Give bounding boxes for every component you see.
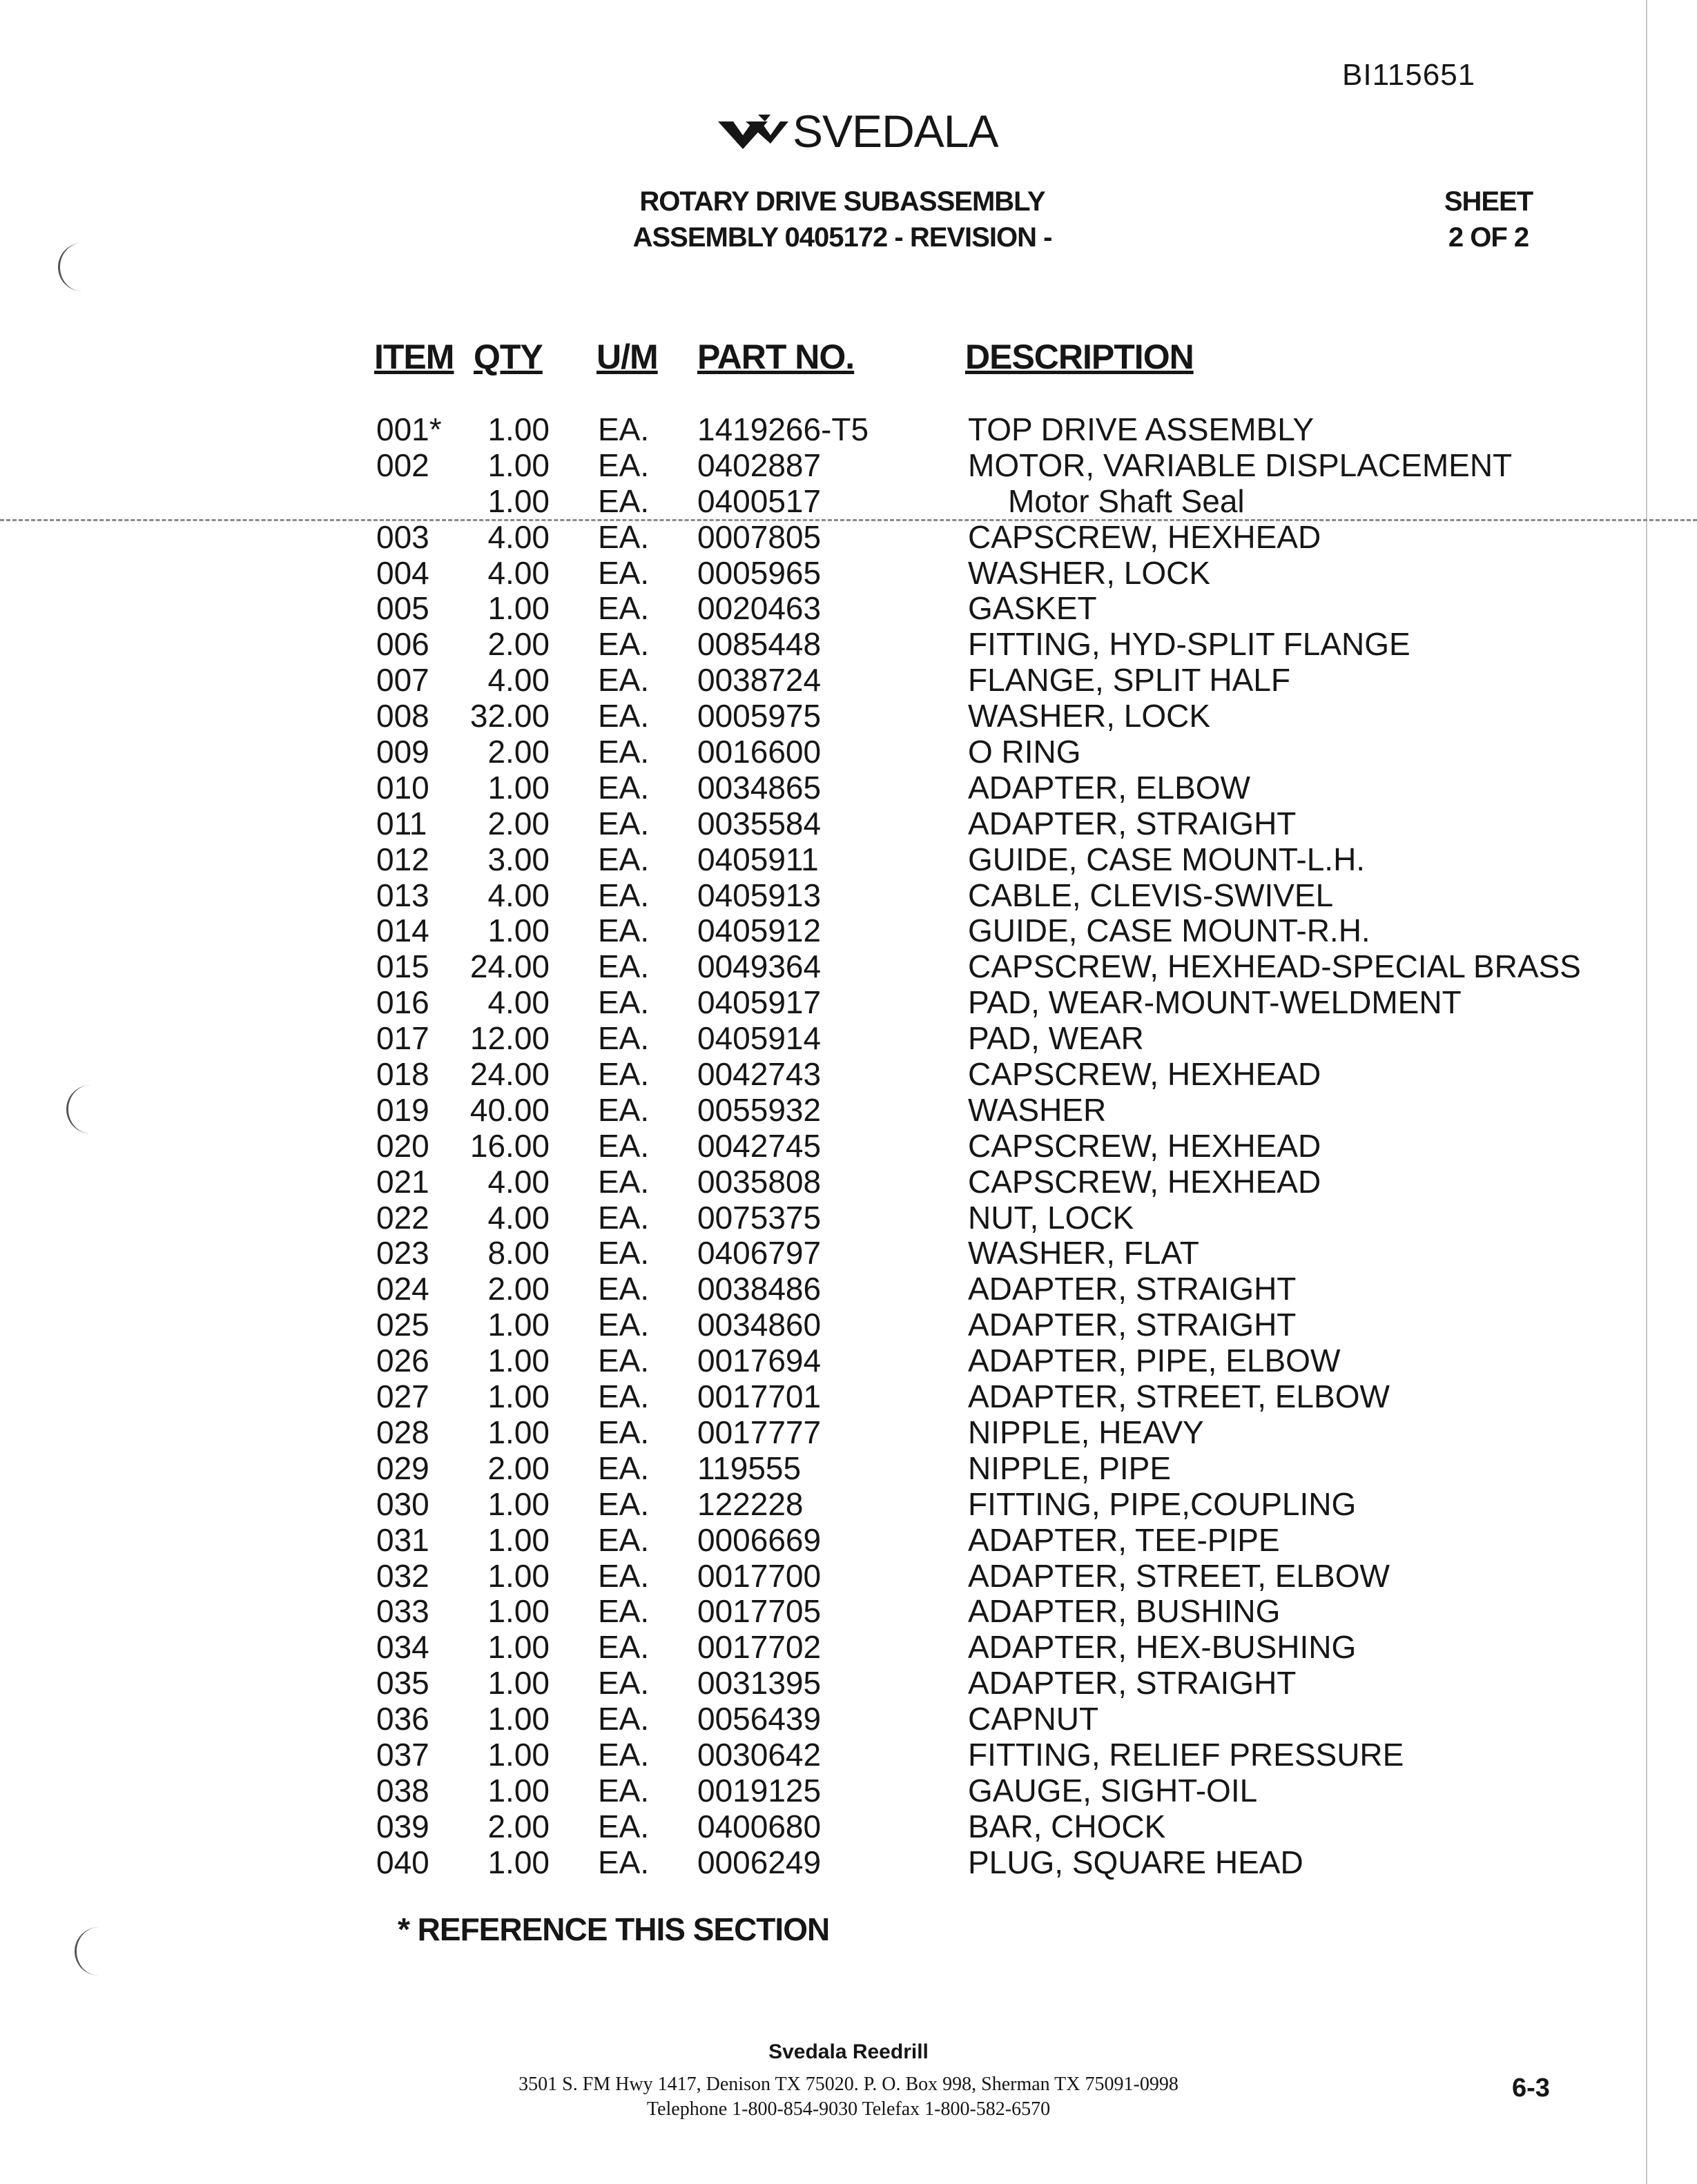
description: O RING xyxy=(968,734,1081,770)
quantity: 1.00 xyxy=(487,1378,550,1415)
unit-of-measure: EA. xyxy=(598,1091,650,1128)
column-header-part: PART NO. xyxy=(697,338,855,376)
unit-of-measure: EA. xyxy=(598,482,650,519)
description: ADAPTER, STRAIGHT xyxy=(968,805,1297,841)
table-row xyxy=(0,1343,1697,1378)
quantity: 4.00 xyxy=(487,1163,550,1200)
part-number: 0038486 xyxy=(697,1271,822,1307)
table-row xyxy=(0,1307,1697,1343)
item-number: 032 xyxy=(376,1557,429,1594)
item-number: 010 xyxy=(376,769,429,806)
part-number: 122228 xyxy=(697,1485,804,1522)
part-number: 0035808 xyxy=(697,1163,822,1200)
part-number: 0402887 xyxy=(697,447,822,483)
quantity: 1.00 xyxy=(487,1343,550,1379)
description: GAUGE, SIGHT-OIL xyxy=(968,1772,1258,1808)
column-header-item: ITEM xyxy=(374,338,454,376)
parts-list xyxy=(0,411,1697,1880)
unit-of-measure: EA. xyxy=(598,1056,650,1093)
part-number: 0405912 xyxy=(697,913,822,949)
part-number: 0405914 xyxy=(697,1020,822,1057)
unit-of-measure: EA. xyxy=(598,1808,650,1844)
part-number: 0042743 xyxy=(697,1056,822,1093)
document-id: BI115651 xyxy=(1342,58,1476,92)
quantity: 1.00 xyxy=(487,411,550,447)
part-number: 119555 xyxy=(697,1450,802,1486)
description: ADAPTER, STRAIGHT xyxy=(968,1307,1297,1343)
part-number: 0017702 xyxy=(697,1629,822,1666)
item-number: 001* xyxy=(376,411,442,447)
description: WASHER, LOCK xyxy=(968,554,1211,591)
table-row xyxy=(0,841,1697,877)
quantity: 1.00 xyxy=(487,482,550,519)
logo-text: SVEDALA xyxy=(793,106,998,157)
item-number: 021 xyxy=(376,1163,429,1200)
item-number: 015 xyxy=(376,948,429,985)
part-number: 0017705 xyxy=(697,1593,822,1630)
quantity: 1.00 xyxy=(487,913,550,949)
item-number: 008 xyxy=(376,698,429,734)
part-number: 0034860 xyxy=(697,1307,822,1343)
item-number: 025 xyxy=(376,1307,429,1343)
unit-of-measure: EA. xyxy=(598,877,650,913)
table-row xyxy=(0,913,1697,948)
unit-of-measure: EA. xyxy=(598,554,650,591)
item-number: 006 xyxy=(376,626,429,663)
item-number: 038 xyxy=(376,1772,429,1808)
item-number: 022 xyxy=(376,1199,429,1236)
binder-hole-mark xyxy=(75,1927,104,1976)
quantity: 4.00 xyxy=(487,877,550,913)
description: WASHER, LOCK xyxy=(968,698,1211,734)
part-number: 0400517 xyxy=(697,482,822,519)
description: GUIDE, CASE MOUNT-R.H. xyxy=(968,913,1370,949)
item-number: 023 xyxy=(376,1235,429,1271)
quantity: 32.00 xyxy=(469,698,550,734)
title-line-2: ASSEMBLY 0405172 - REVISION - xyxy=(632,222,1052,253)
table-row xyxy=(0,555,1697,591)
unit-of-measure: EA. xyxy=(598,1736,650,1773)
description: GUIDE, CASE MOUNT-L.H. xyxy=(968,841,1366,877)
table-row xyxy=(0,662,1697,698)
item-number: 002 xyxy=(376,447,429,483)
quantity: 1.00 xyxy=(487,590,550,627)
quantity: 24.00 xyxy=(469,948,550,985)
description: ADAPTER, STRAIGHT xyxy=(968,1665,1297,1702)
quantity: 12.00 xyxy=(469,1020,550,1057)
unit-of-measure: EA. xyxy=(598,1199,650,1236)
quantity: 1.00 xyxy=(487,1629,550,1666)
description: GASKET xyxy=(968,590,1097,627)
table-row xyxy=(0,1271,1697,1307)
quantity: 1.00 xyxy=(487,769,550,806)
description: FITTING, RELIEF PRESSURE xyxy=(968,1736,1404,1773)
unit-of-measure: EA. xyxy=(598,948,650,985)
item-number: 035 xyxy=(376,1665,429,1702)
description: FITTING, PIPE,COUPLING xyxy=(968,1485,1357,1522)
unit-of-measure: EA. xyxy=(598,590,650,627)
description: PAD, WEAR xyxy=(968,1020,1144,1057)
table-row xyxy=(0,447,1697,483)
part-number: 0006249 xyxy=(697,1844,822,1880)
part-number: 0017694 xyxy=(697,1343,822,1379)
item-number: 028 xyxy=(376,1414,429,1450)
sheet-label: SHEET xyxy=(1444,186,1533,217)
table-row xyxy=(0,1378,1697,1414)
description: ADAPTER, STRAIGHT xyxy=(968,1271,1297,1307)
item-number: 040 xyxy=(376,1844,429,1880)
unit-of-measure: EA. xyxy=(598,805,650,841)
table-row xyxy=(0,1844,1697,1880)
description: ADAPTER, PIPE, ELBOW xyxy=(968,1343,1341,1379)
table-row xyxy=(0,519,1697,555)
item-number: 036 xyxy=(376,1701,429,1737)
description: TOP DRIVE ASSEMBLY xyxy=(968,411,1315,447)
unit-of-measure: EA. xyxy=(598,984,650,1021)
unit-of-measure: EA. xyxy=(598,1844,650,1880)
footer-company: Svedala Reedrill xyxy=(768,2040,929,2063)
table-row xyxy=(0,1808,1697,1844)
quantity: 16.00 xyxy=(469,1127,550,1164)
description: ADAPTER, TEE-PIPE xyxy=(968,1521,1280,1558)
quantity: 4.00 xyxy=(487,984,550,1021)
page-number: 6-3 xyxy=(1512,2074,1550,2103)
quantity: 40.00 xyxy=(469,1091,550,1128)
quantity: 1.00 xyxy=(487,1736,550,1773)
description: FLANGE, SPLIT HALF xyxy=(968,662,1290,699)
part-number: 0056439 xyxy=(697,1701,822,1737)
unit-of-measure: EA. xyxy=(598,1665,650,1702)
item-number: 024 xyxy=(376,1271,429,1307)
column-header-qty: QTY xyxy=(474,338,543,376)
unit-of-measure: EA. xyxy=(598,662,650,699)
item-number: 020 xyxy=(376,1127,429,1164)
table-row xyxy=(0,1164,1697,1200)
title-line-1: ROTARY DRIVE SUBASSEMBLY xyxy=(639,186,1045,217)
quantity: 2.00 xyxy=(487,805,550,841)
table-row xyxy=(0,1056,1697,1092)
description: MOTOR, VARIABLE DISPLACEMENT xyxy=(968,447,1513,483)
company-logo xyxy=(715,105,998,157)
description: PAD, WEAR-MOUNT-WELDMENT xyxy=(968,984,1462,1021)
part-number: 0049364 xyxy=(697,948,822,985)
description: NUT, LOCK xyxy=(968,1199,1134,1236)
item-number: 033 xyxy=(376,1593,429,1630)
quantity: 1.00 xyxy=(487,1307,550,1343)
description: NIPPLE, HEAVY xyxy=(968,1414,1204,1450)
table-row xyxy=(0,590,1697,626)
part-number: 0038724 xyxy=(697,662,822,699)
quantity: 1.00 xyxy=(487,1772,550,1808)
item-number: 026 xyxy=(376,1343,429,1379)
item-number: 011 xyxy=(376,805,427,841)
table-row xyxy=(0,1414,1697,1450)
sheet-number xyxy=(1433,184,1544,255)
part-number: 0405911 xyxy=(697,841,819,877)
quantity: 2.00 xyxy=(487,734,550,770)
part-number: 0030642 xyxy=(697,1736,822,1773)
unit-of-measure: EA. xyxy=(598,1378,650,1415)
quantity: 1.00 xyxy=(487,1557,550,1594)
part-number: 0042745 xyxy=(697,1127,822,1164)
table-row xyxy=(0,734,1697,770)
part-number: 0075375 xyxy=(697,1199,822,1236)
unit-of-measure: EA. xyxy=(598,841,650,877)
item-number: 007 xyxy=(376,662,429,699)
item-number: 037 xyxy=(376,1736,429,1773)
table-row xyxy=(0,1593,1697,1629)
item-number: 029 xyxy=(376,1450,429,1486)
part-number: 0035584 xyxy=(697,805,822,841)
table-row xyxy=(0,1558,1697,1594)
item-number: 018 xyxy=(376,1056,429,1093)
part-number: 0405913 xyxy=(697,877,822,913)
part-number: 0017701 xyxy=(697,1378,822,1415)
part-number: 0005965 xyxy=(697,554,822,591)
part-number: 0017700 xyxy=(697,1557,822,1594)
part-number: 0400680 xyxy=(697,1808,822,1844)
table-row xyxy=(0,770,1697,806)
part-number: 0016600 xyxy=(697,734,822,770)
quantity: 1.00 xyxy=(487,1665,550,1702)
part-number: 0406797 xyxy=(697,1235,822,1271)
unit-of-measure: EA. xyxy=(598,1629,650,1666)
description: WASHER, FLAT xyxy=(968,1235,1199,1271)
unit-of-measure: EA. xyxy=(598,1020,650,1057)
footer-address-line-1: 3501 S. FM Hwy 1417, Denison TX 75020. P. O. Box 998, Sherman TX 75091-0998 xyxy=(518,2074,1179,2095)
table-row xyxy=(0,1773,1697,1808)
description: CABLE, CLEVIS-SWIVEL xyxy=(968,877,1334,913)
footer-address xyxy=(0,2072,1697,2122)
part-number: 0034865 xyxy=(697,769,822,806)
unit-of-measure: EA. xyxy=(598,1235,650,1271)
part-number: 0405917 xyxy=(697,984,822,1021)
item-number: 014 xyxy=(376,913,429,949)
description: NIPPLE, PIPE xyxy=(968,1450,1172,1486)
svedala-chevron-logo-icon xyxy=(715,112,790,150)
item-number: 013 xyxy=(376,877,429,913)
unit-of-measure: EA. xyxy=(598,913,650,949)
item-number: 034 xyxy=(376,1629,429,1666)
table-row xyxy=(0,483,1697,519)
item-number: 031 xyxy=(376,1521,429,1558)
unit-of-measure: EA. xyxy=(598,1414,650,1450)
quantity: 4.00 xyxy=(487,1199,550,1236)
item-number: 016 xyxy=(376,984,429,1021)
quantity: 4.00 xyxy=(487,554,550,591)
unit-of-measure: EA. xyxy=(598,769,650,806)
unit-of-measure: EA. xyxy=(598,1307,650,1343)
quantity: 3.00 xyxy=(487,841,550,877)
table-row xyxy=(0,1020,1697,1056)
item-number: 027 xyxy=(376,1378,429,1415)
table-row xyxy=(0,1665,1697,1701)
unit-of-measure: EA. xyxy=(598,518,650,555)
part-number: 1419266-T5 xyxy=(697,411,869,447)
part-number: 0085448 xyxy=(697,626,822,663)
quantity: 2.00 xyxy=(487,1271,550,1307)
unit-of-measure: EA. xyxy=(598,1593,650,1630)
unit-of-measure: EA. xyxy=(598,1557,650,1594)
table-row xyxy=(0,1450,1697,1486)
description: CAPSCREW, HEXHEAD xyxy=(968,1163,1321,1200)
item-number: 003 xyxy=(376,518,429,555)
item-number: 009 xyxy=(376,734,429,770)
unit-of-measure: EA. xyxy=(598,411,650,447)
table-row xyxy=(0,1200,1697,1236)
part-number: 0020463 xyxy=(697,590,822,627)
quantity: 2.00 xyxy=(487,626,550,663)
unit-of-measure: EA. xyxy=(598,1163,650,1200)
quantity: 4.00 xyxy=(487,662,550,699)
description: PLUG, SQUARE HEAD xyxy=(968,1844,1303,1880)
sheet-count: 2 OF 2 xyxy=(1448,222,1529,253)
binder-hole-mark xyxy=(58,243,88,291)
quantity: 1.00 xyxy=(487,1844,550,1880)
description: WASHER xyxy=(968,1091,1107,1128)
table-row xyxy=(0,1522,1697,1558)
unit-of-measure: EA. xyxy=(598,1127,650,1164)
item-number: 039 xyxy=(376,1808,429,1844)
quantity: 1.00 xyxy=(487,1701,550,1737)
item-number: 004 xyxy=(376,554,429,591)
table-row xyxy=(0,411,1697,447)
footnote: * REFERENCE THIS SECTION xyxy=(398,1911,830,1947)
unit-of-measure: EA. xyxy=(598,1485,650,1522)
quantity: 1.00 xyxy=(487,1593,550,1630)
description: CAPSCREW, HEXHEAD xyxy=(968,1056,1321,1093)
unit-of-measure: EA. xyxy=(598,626,650,663)
description: CAPSCREW, HEXHEAD xyxy=(968,1127,1321,1164)
quantity: 1.00 xyxy=(487,1414,550,1450)
table-row xyxy=(0,1235,1697,1271)
column-header-um: U/M xyxy=(597,338,658,376)
description: ADAPTER, BUSHING xyxy=(968,1593,1281,1630)
item-number: 017 xyxy=(376,1020,429,1057)
table-row xyxy=(0,806,1697,841)
document-title xyxy=(580,184,1105,255)
part-number: 0031395 xyxy=(697,1665,822,1702)
description: CAPNUT xyxy=(968,1701,1099,1737)
table-row xyxy=(0,626,1697,662)
unit-of-measure: EA. xyxy=(598,1450,650,1486)
table-row xyxy=(0,984,1697,1020)
unit-of-measure: EA. xyxy=(598,698,650,734)
part-number: 0005975 xyxy=(697,698,822,734)
item-number: 030 xyxy=(376,1485,429,1522)
description: CAPSCREW, HEXHEAD-SPECIAL BRASS xyxy=(968,948,1581,985)
description: ADAPTER, ELBOW xyxy=(968,769,1250,806)
description: ADAPTER, HEX-BUSHING xyxy=(968,1629,1357,1666)
unit-of-measure: EA. xyxy=(598,1343,650,1379)
item-number: 019 xyxy=(376,1091,429,1128)
item-number: 012 xyxy=(376,841,429,877)
quantity: 4.00 xyxy=(487,518,550,555)
description: ADAPTER, STREET, ELBOW xyxy=(968,1557,1390,1594)
column-header-description: DESCRIPTION xyxy=(965,338,1194,376)
quantity: 2.00 xyxy=(487,1450,550,1486)
quantity: 8.00 xyxy=(487,1235,550,1271)
description: CAPSCREW, HEXHEAD xyxy=(968,518,1321,555)
table-row xyxy=(0,1737,1697,1773)
quantity: 1.00 xyxy=(487,1485,550,1522)
description: FITTING, HYD-SPLIT FLANGE xyxy=(968,626,1410,663)
table-row xyxy=(0,1629,1697,1665)
part-number: 0017777 xyxy=(697,1414,822,1450)
unit-of-measure: EA. xyxy=(598,1521,650,1558)
unit-of-measure: EA. xyxy=(598,1772,650,1808)
table-row xyxy=(0,877,1697,913)
unit-of-measure: EA. xyxy=(598,1701,650,1737)
part-number: 0019125 xyxy=(697,1772,822,1808)
quantity: 1.00 xyxy=(487,447,550,483)
table-row xyxy=(0,1486,1697,1522)
unit-of-measure: EA. xyxy=(598,447,650,483)
item-number: 005 xyxy=(376,590,429,627)
footer-address-line-2: Telephone 1-800-854-9030 Telefax 1-800-582-6570 xyxy=(646,2098,1051,2120)
table-row xyxy=(0,1701,1697,1737)
quantity: 24.00 xyxy=(469,1056,550,1093)
quantity: 1.00 xyxy=(487,1521,550,1558)
table-row xyxy=(0,1092,1697,1128)
unit-of-measure: EA. xyxy=(598,1271,650,1307)
unit-of-measure: EA. xyxy=(598,734,650,770)
part-number: 0055932 xyxy=(697,1091,822,1128)
description: ADAPTER, STREET, ELBOW xyxy=(968,1378,1390,1415)
table-row xyxy=(0,1128,1697,1164)
quantity: 2.00 xyxy=(487,1808,550,1844)
description: Motor Shaft Seal xyxy=(1008,482,1245,519)
part-number: 0007805 xyxy=(697,518,822,555)
part-number: 0006669 xyxy=(697,1521,822,1558)
description: BAR, CHOCK xyxy=(968,1808,1166,1844)
table-row xyxy=(0,948,1697,984)
table-row xyxy=(0,698,1697,734)
